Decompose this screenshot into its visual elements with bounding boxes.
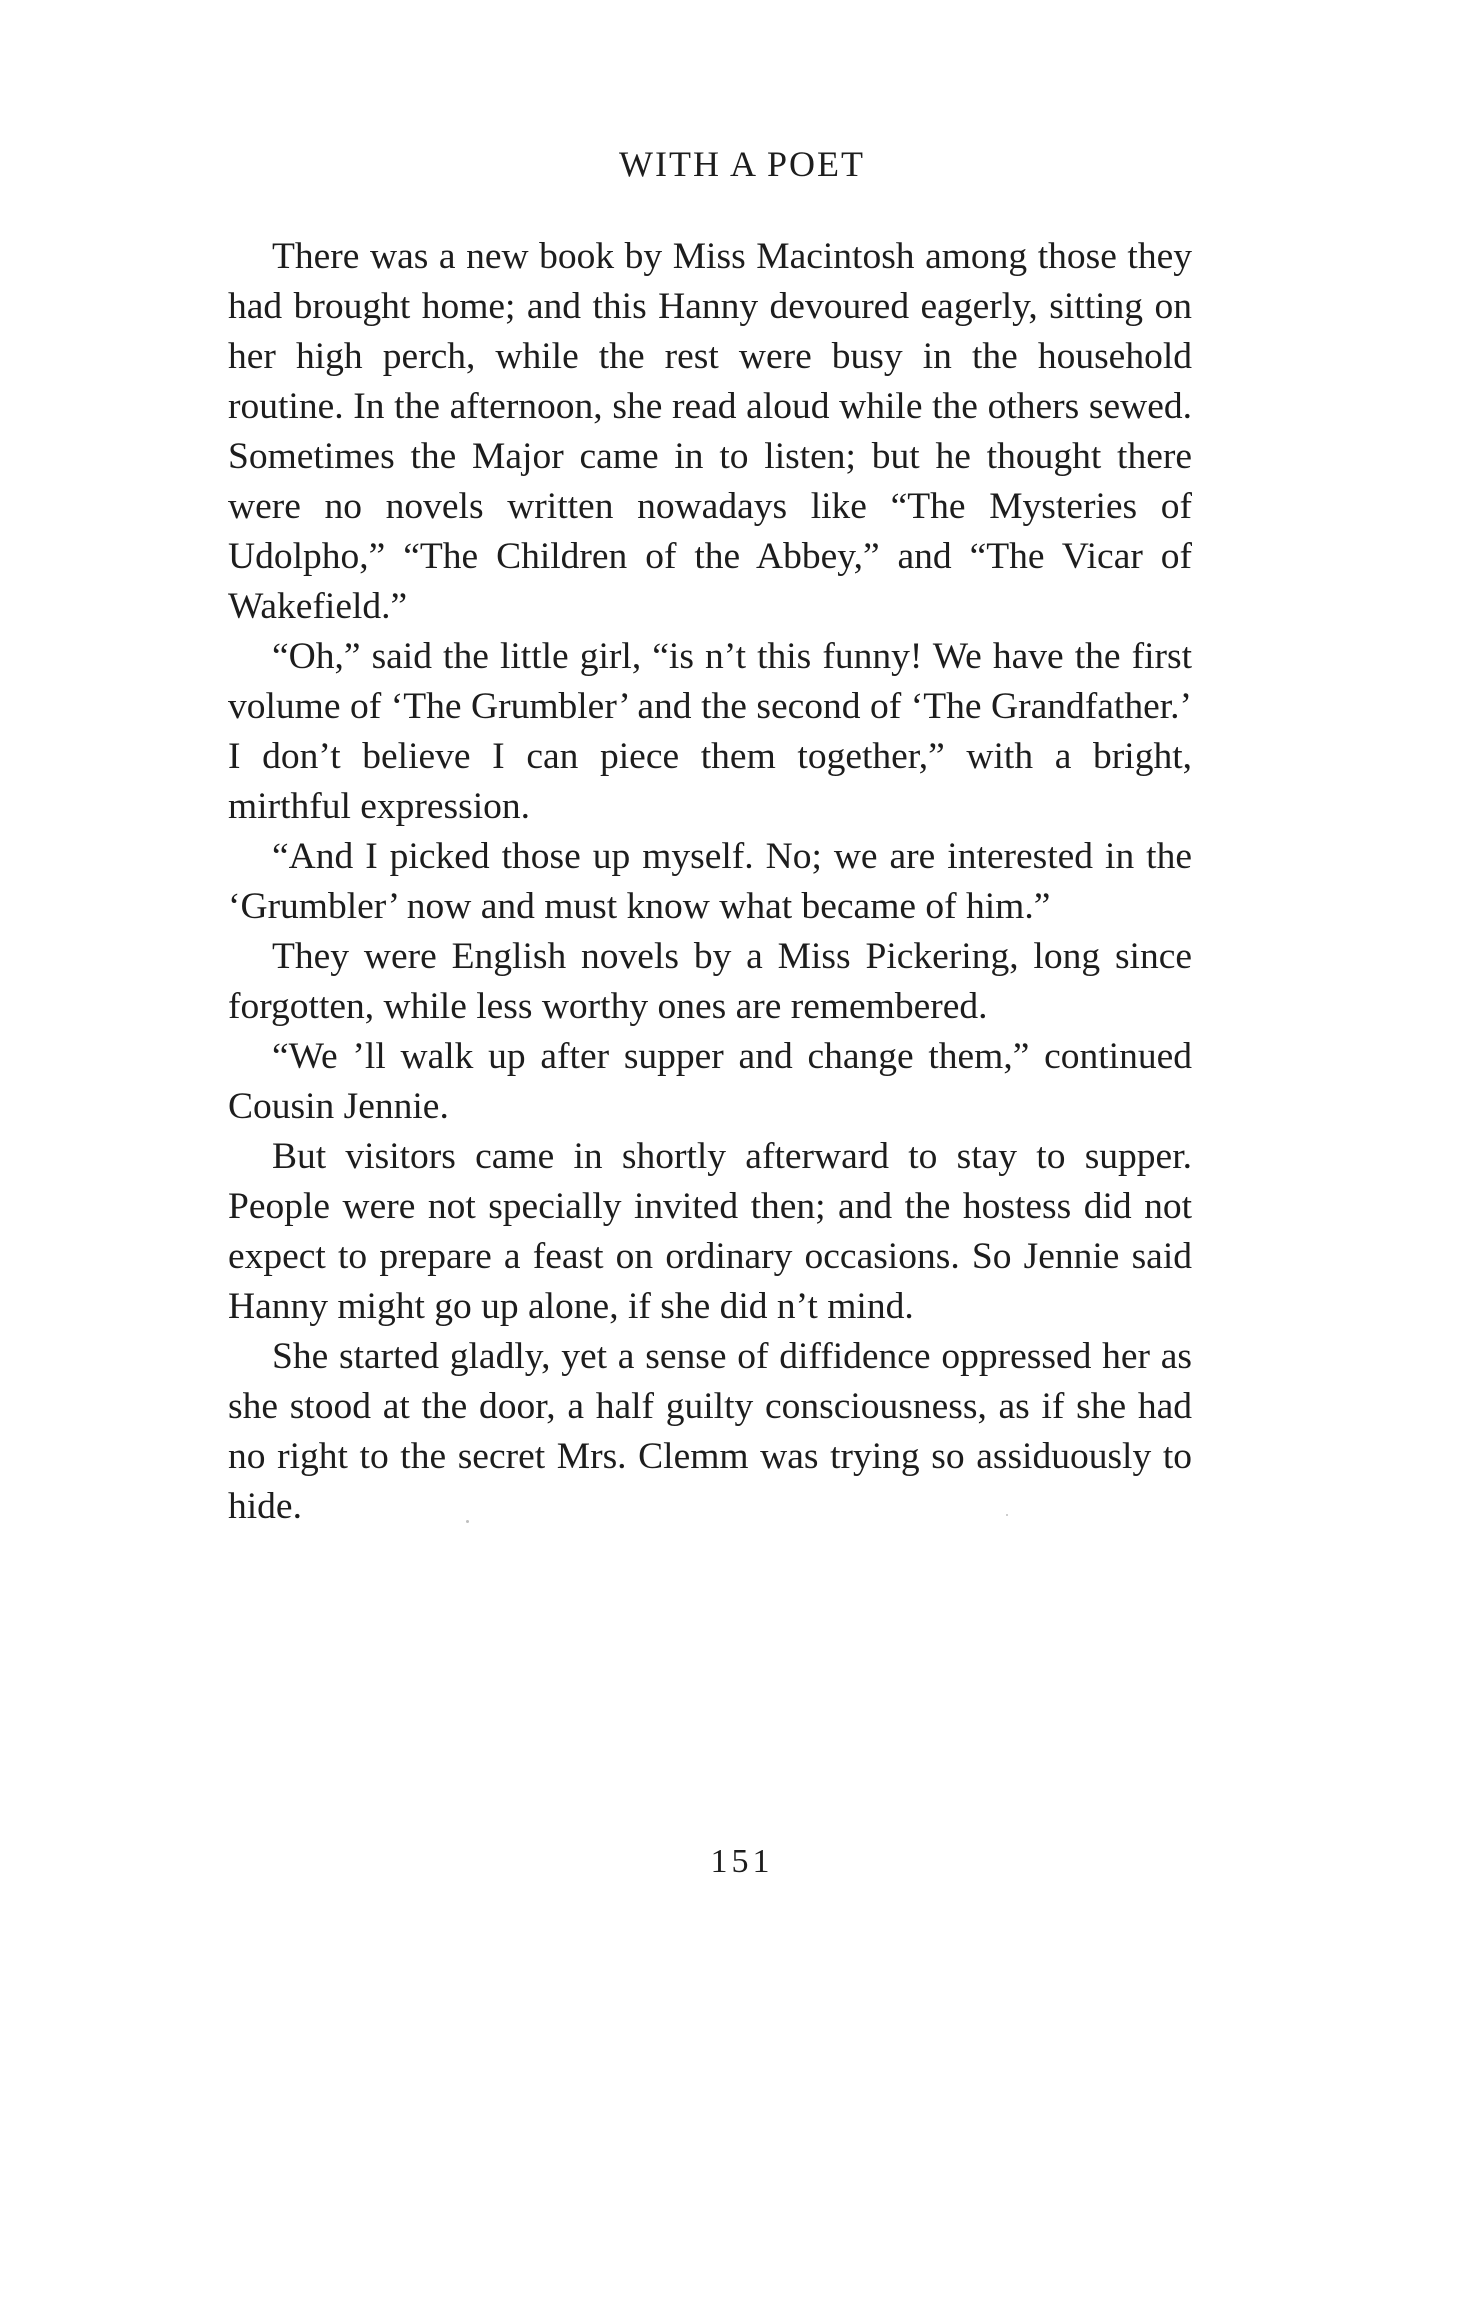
- running-head: WITH A POET: [619, 144, 865, 184]
- paragraph: They were English novels by a Miss Pickering, long since forgotten, while less worthy ones are remembered.: [228, 936, 1192, 1027]
- scan-speck: [466, 1520, 469, 1523]
- paragraph: But visitors came in shortly afterward to stay to supper. People were not specially invited then; and the hostess did not expect to prepare a feast on ordinary occasions. So Jennie said Hanny might go up alone, if she did n’t mind.: [228, 1136, 1192, 1327]
- scan-speck: [1006, 1514, 1008, 1516]
- paragraph: “We ’ll walk up after supper and change them,” continued Cousin Jennie.: [228, 1036, 1192, 1127]
- paragraph: “And I picked those up myself. No; we are interested in the ‘Grumbler’ now and must know what became of him.”: [228, 836, 1192, 927]
- paragraph: There was a new book by Miss Macintosh among those they had brought home; and this Hanny devoured eagerly, sitting on her high perch, while the rest were busy in the household routine. In the afternoon, she read aloud while the others sewed. Sometimes the Major came in to listen; but he thought there were no novels written nowadays like “The Mysteries of Udolpho,” “The Children of the Abbey,” and “The Vicar of Wakefield.”: [228, 236, 1192, 627]
- paragraph: “Oh,” said the little girl, “is n’t this funny! We have the first volume of ‘The Grumbler’ and the second of ‘The Grandfather.’ I don’t believe I can piece them together,” with a bright, mirthful expression.: [228, 636, 1192, 827]
- page-number: 151: [710, 1843, 774, 1880]
- body-text: [228, 232, 1192, 1532]
- paragraph: She started gladly, yet a sense of diffidence oppressed her as she stood at the door, a half guilty consciousness, as if she had no right to the secret Mrs. Clemm was trying so assiduously to hide.: [228, 1336, 1192, 1527]
